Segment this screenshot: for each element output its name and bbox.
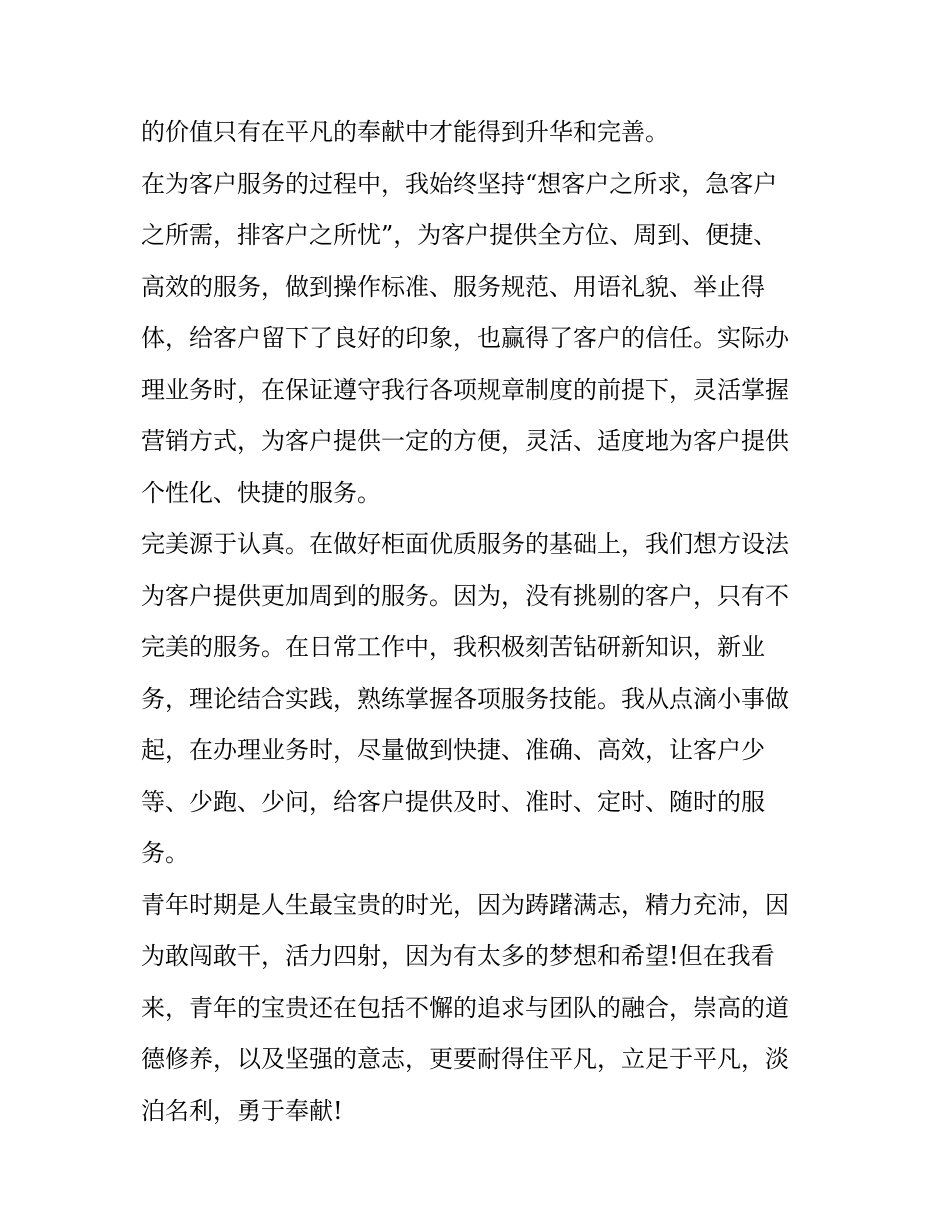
text-line: 高效的服务，做到操作标准、服务规范、用语礼貌、举止得 — [141, 272, 765, 301]
text-line: 起，在办理业务时，尽量做到快捷、准确、高效，让客户少 — [141, 736, 765, 764]
text-line: 为客户提供更加周到的服务。因为，没有挑剔的客户，只有不 — [141, 581, 789, 610]
text-line: 泊名利，勇于奉献! — [141, 1096, 343, 1125]
text-line: 在为客户服务的过程中，我始终坚持“想客户之所求，急客户 — [141, 169, 778, 198]
text-line: 德修养，以及坚强的意志，更要耐得住平凡，立足于平凡，淡 — [141, 1045, 789, 1073]
text-line: 完美源于认真。在做好柜面优质服务的基础上，我们想方设法 — [141, 530, 789, 558]
text-line: 的价值只有在平凡的奉献中才能得到升华和完善。 — [141, 118, 669, 146]
text-line: 完美的服务。在日常工作中，我积极刻苦钻研新知识，新业 — [141, 633, 765, 661]
text-line: 务。 — [141, 839, 189, 867]
text-line: 为敢闯敢干，活力四射，因为有太多的梦想和希望!但在我看 — [141, 942, 775, 970]
text-line: 体，给客户留下了良好的印象，也赢得了客户的信任。实际办 — [141, 324, 789, 352]
text-line: 等、少跑、少问，给客户提供及时、准时、定时、随时的服 — [141, 787, 765, 816]
text-line: 营销方式，为客户提供一定的方便，灵活、适度地为客户提供 — [141, 427, 789, 455]
text-line: 之所需，排客户之所忧”，为客户提供全方位、周到、便捷、 — [141, 221, 778, 249]
text-line: 理业务时，在保证遵守我行各项规章制度的前提下，灵活掌握 — [141, 375, 789, 404]
text-line: 务，理论结合实践，熟练掌握各项服务技能。我从点滴小事做 — [141, 684, 789, 713]
text-line: 青年时期是人生最宝贵的时光，因为踌躇满志，精力充沛，因 — [141, 890, 789, 919]
body-text — [141, 107, 821, 1137]
text-line: 个性化、快捷的服务。 — [141, 478, 381, 507]
text-line: 来，青年的宝贵还在包括不懈的追求与团队的融合，崇高的道 — [141, 993, 789, 1022]
